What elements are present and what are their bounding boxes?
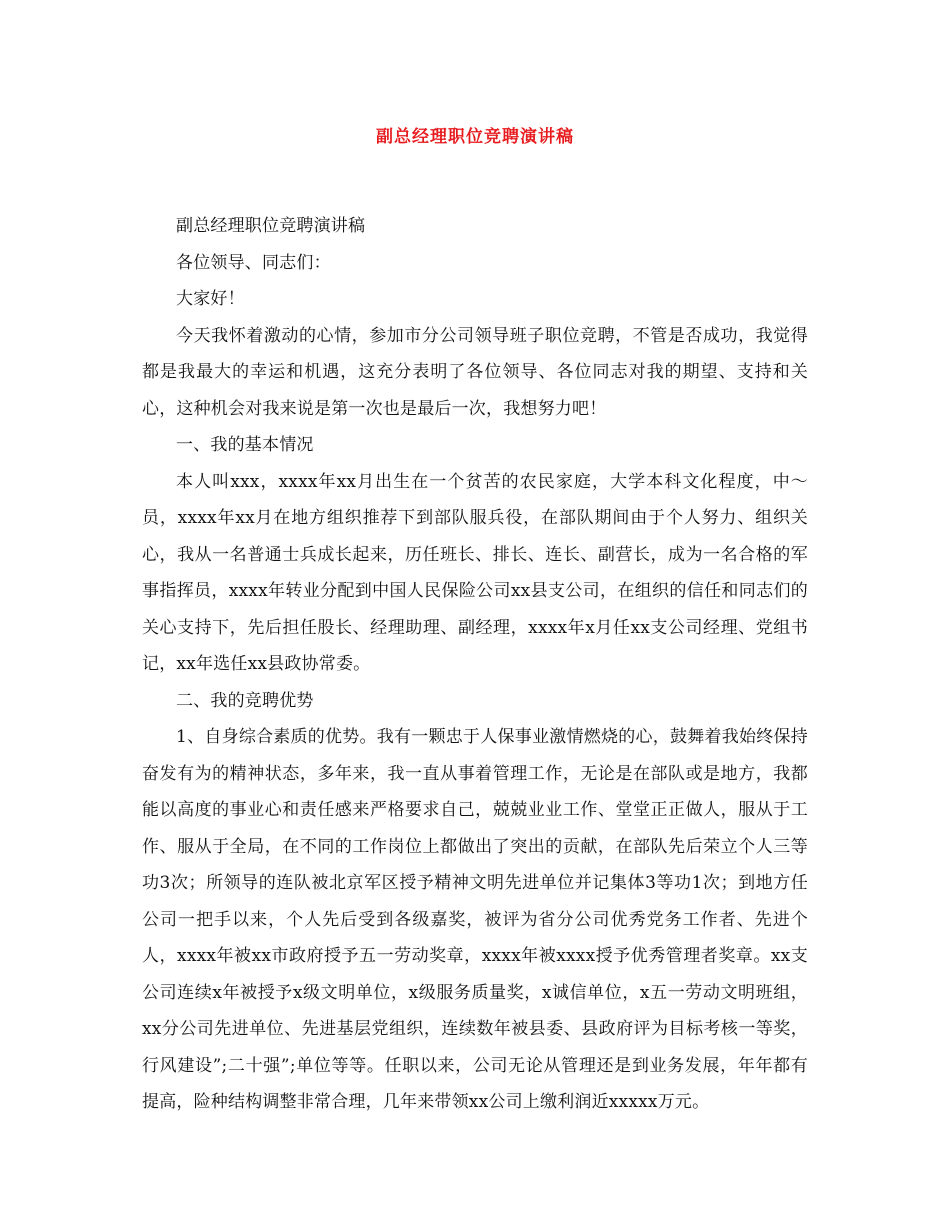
- document-title: 副总经理职位竞聘演讲稿: [376, 127, 574, 147]
- document-body: [142, 208, 808, 1121]
- paragraph-greeting: 大家好！: [176, 289, 245, 309]
- paragraph-advantage-1: 1、自身综合素质的优势。我有一颗忠于人保事业激情燃烧的心，鼓舞着我始终保持奋发有为的精神状态，多年来，我一直从事着管理工作，无论是在部队或是地方，我都能以高度的事业心和责任感来严格要求自己，兢兢业业工作、堂堂正正做人，服从于工作、服从于全局，在不同的工作岗位上都做出了突出的贡献，在部队先后荣立个人三等功3次；所领导的连队被北京军区授予精神文明先进单位并记集体3等功1次；到地方任公司一把手以来，个人先后受到各级嘉奖，被评为省分公司优秀党务工作者、先进个人，xxxx年被xx市政府授予五一劳动奖章，xxxx年被xxxx授予优秀管理者奖章。xx支公司连续x年被授予x级文明单位，x级服务质量奖，x诚信单位，x五一劳动文明班组，xx分公司先进单位、先进基层党组织，连续数年被县委、县政府评为目标考核一等奖，行风建设”;二十强”;单位等等。任职以来，公司无论从管理还是到业务发展，年年都有提高，险种结构调整非常合理，几年来带领xx公司上缴利润近xxxxx万元。: [142, 727, 808, 1112]
- section-heading-basic-info: 一、我的基本情况: [176, 435, 314, 455]
- section-heading-advantages: 二、我的竞聘优势: [176, 690, 314, 711]
- paragraph-heading-repeat: 副总经理职位竞聘演讲稿: [176, 216, 366, 236]
- paragraph-basic-info: 本人叫xxx，xxxx年xx月出生在一个贫苦的农民家庭，大学本科文化程度，中～员，xxxx年xx月在地方组织推荐下到部队服兵役，在部队期间由于个人努力、组织关心，我从一名普通士兵成长起来，历任班长、排长、连长、副营长，成为一名合格的军事指挥员，xxxx年转业分配到中国人民保险公司xx县支公司，在组织的信任和同志们的关心支持下，先后担任股长、经理助理、副经理，xxxx年x月任xx支公司经理、党组书记，xx年选任xx县政协常委。: [142, 471, 808, 674]
- paragraph-opening: 今天我怀着激动的心情，参加市分公司领导班子职位竞聘，不管是否成功，我觉得都是我最大的幸运和机遇，这充分表明了各位领导、各位同志对我的期望、支持和关心，这种机会对我来说是第一次也是最后一次，我想努力吧！: [142, 325, 808, 419]
- paragraph-salutation: 各位领导、同志们：: [176, 252, 331, 273]
